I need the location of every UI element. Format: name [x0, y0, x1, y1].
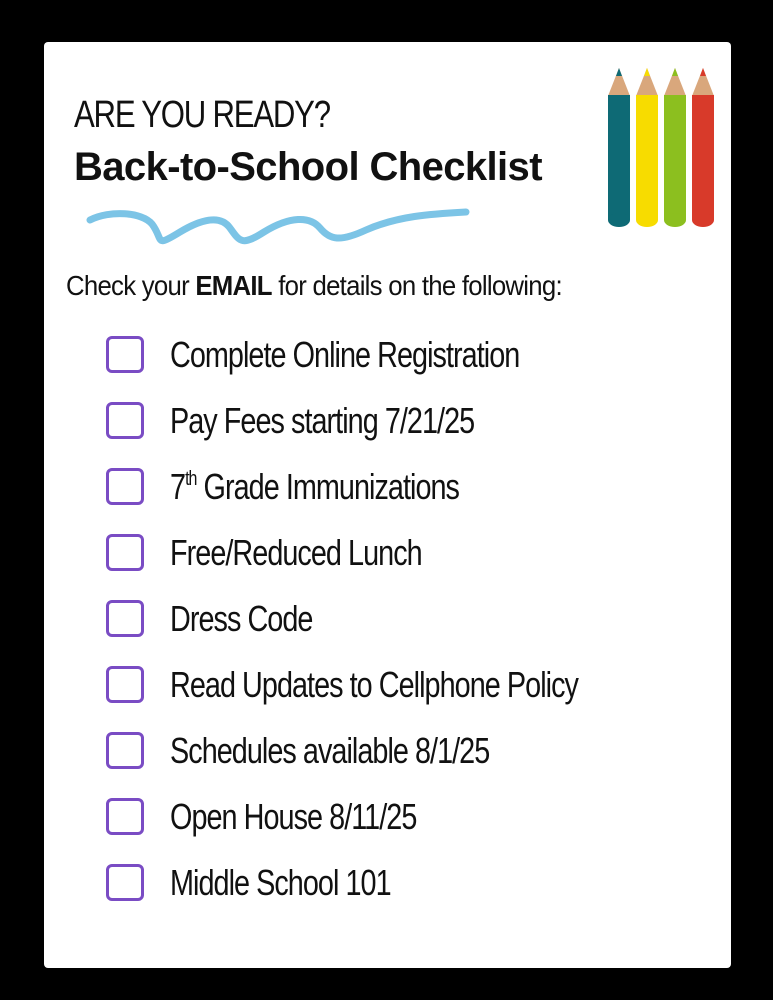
checklist-item-registration[interactable]: [104, 334, 704, 400]
ordinal-suffix: th: [185, 468, 197, 490]
colored-pencils-icon: [606, 62, 718, 232]
checklist-item-immunizations[interactable]: [104, 466, 704, 532]
intro-before: Check your: [66, 270, 196, 301]
checklist-item-label: Middle School 101: [170, 862, 391, 903]
checkbox[interactable]: [106, 666, 144, 703]
checklist-item-label: Read Updates to Cellphone Policy: [170, 664, 578, 705]
checkbox[interactable]: [106, 798, 144, 835]
checkbox[interactable]: [106, 600, 144, 637]
checklist-item-dress-code[interactable]: [104, 598, 704, 664]
checkbox[interactable]: [106, 336, 144, 373]
checklist-item-schedules[interactable]: [104, 730, 704, 796]
checkbox[interactable]: [106, 402, 144, 439]
squiggle-decoration: [84, 202, 474, 252]
checklist-item-label: [170, 466, 459, 508]
checklist-item-label: Pay Fees starting 7/21/25: [170, 400, 475, 441]
immunizations-text: Grade Immunizations: [196, 466, 460, 507]
checklist-item-open-house[interactable]: [104, 796, 704, 862]
checkbox[interactable]: [106, 534, 144, 571]
checklist-item-cellphone-policy[interactable]: [104, 664, 704, 730]
checkbox[interactable]: [106, 732, 144, 769]
checklist-item-label: Dress Code: [170, 598, 313, 639]
eyebrow-heading: ARE YOU READY?: [74, 94, 330, 136]
checklist-sheet: [44, 42, 731, 968]
instructions-text: [66, 270, 562, 302]
checkbox[interactable]: [106, 468, 144, 505]
checklist-item-label: Complete Online Registration: [170, 334, 520, 375]
checklist-item-lunch[interactable]: [104, 532, 704, 598]
pencil-yellow-icon: [636, 68, 658, 227]
checklist-item-label: Free/Reduced Lunch: [170, 532, 422, 573]
checkbox[interactable]: [106, 864, 144, 901]
page-title: Back-to-School Checklist: [74, 145, 542, 189]
checklist-item-label: Schedules available 8/1/25: [170, 730, 490, 771]
checklist-item-middle-school-101[interactable]: [104, 862, 704, 928]
pencil-teal-icon: [608, 68, 630, 227]
checklist-item-label: Open House 8/11/25: [170, 796, 417, 837]
pencil-red-icon: [692, 68, 714, 227]
intro-after: for details on the following:: [271, 270, 562, 301]
checklist: [104, 334, 704, 928]
checklist-item-fees[interactable]: [104, 400, 704, 466]
intro-email-emphasis: EMAIL: [195, 270, 272, 301]
pencil-green-icon: [664, 68, 686, 227]
grade-number: 7: [170, 466, 186, 507]
